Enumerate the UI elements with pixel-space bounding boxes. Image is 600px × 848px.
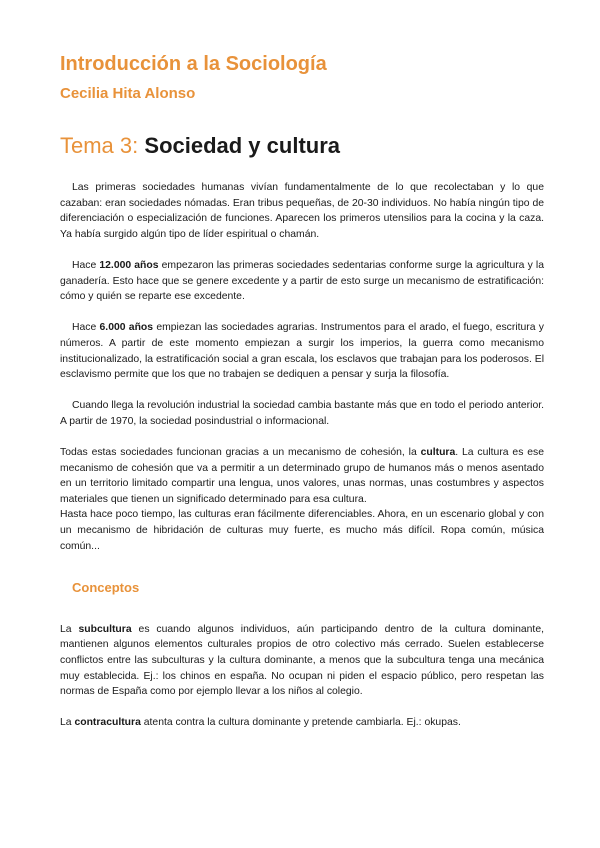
paragraph-hunter-gatherers: Las primeras sociedades humanas vivían fundamentalmente de lo que recolectaban y lo que cazaban: eran sociedades nómadas. Eran tribus pequeñas, de 20-30 individuos. No había ningún tipo de diferenciación o especialización de funciones. Aparecen los primeros utensilios para la cocina y la caza. Ya había surgido algún tipo de líder espiritual o chamán. <box>60 182 544 240</box>
paragraph-culture <box>60 445 544 507</box>
paragraph-text: es cuando algunos individuos, aún participando dentro de la cultura dominante, mantienen algunos elementos culturales propios de otro colectivo más cerrado. Suelen establecerse conflictos entre las subculturas y la cultura dominante, a menos que la subcultura tenga una mecánica muy establecida. Ej.: los chinos en españa. No ocupan ni piden el espacio público, pero respetan las normas de España como por ejemplo llevar a los niños al colegio. <box>60 623 544 698</box>
emphasis-years: 12.000 años <box>99 259 159 271</box>
course-title: Introducción a la Sociología <box>60 53 327 75</box>
paragraph-text: La <box>60 623 79 635</box>
topic-name: Sociedad y cultura <box>144 133 341 158</box>
paragraph-text: La <box>60 717 75 729</box>
paragraph-text: Hace <box>72 259 100 271</box>
paragraph-text: empezaron las primeras sociedades sedentarias conforme surge la agricultura y la ganadería. Esto hace que se genere excedente y a partir de esto surge un mecanismo de estratificación: cómo y quién se reparte ese excedente. <box>60 259 544 303</box>
paragraph-counterculture <box>60 715 544 731</box>
paragraph-text: atenta contra la cultura dominante y pretende cambiarla. Ej.: okupas. <box>140 717 461 729</box>
paragraph-agrarian <box>60 320 544 382</box>
topic-number: Tema 3: <box>60 133 139 158</box>
paragraph-globalization: Hasta hace poco tiempo, las culturas eran fácilmente diferenciables. Ahora, en un escenario global y con un mecanismo de hibridación de culturas muy fuerte, es mucho más difícil. Ropa común, música común... <box>60 509 544 552</box>
paragraph-text: Hace <box>72 322 100 334</box>
emphasis-years: 6.000 años <box>99 322 154 334</box>
emphasis-cultura: cultura <box>420 447 456 459</box>
paragraph-industrial: Cuando llega la revolución industrial la sociedad cambia bastante más que en todo el periodo anterior. A partir de 1970, la sociedad posindustrial o informacional. <box>60 400 544 427</box>
paragraph-sedentary <box>60 258 544 305</box>
paragraph-text: Todas estas sociedades funcionan gracias a un mecanismo de cohesión, la <box>60 447 421 459</box>
paragraph-text: empiezan las sociedades agrarias. Instrumentos para el arado, el fuego, escritura y números. A partir de este momento empiezan a surgir los imperios, la guerra como mecanismo institucionalizado, la estratificación social a gran escala, los esclavos que trabajan para los poderosos. El esclavismo permite que los que no trabajen se dediquen a pensar y surja la filosofía. <box>60 322 544 381</box>
term-contracultura: contracultura <box>74 717 141 729</box>
paragraph-text: . La cultura es ese mecanismo de cohesión que va a permitir a un determinado grupo de humanos más o menos asentado en un territorio limitado compartir una lengua, unos valores, unas normas, unas costumbres y aspectos materiales que tienen un significado determinado para esa cultura. <box>60 447 544 505</box>
term-subcultura: subcultura <box>78 623 132 635</box>
paragraph-subculture <box>60 622 544 700</box>
author-name: Cecilia Hita Alonso <box>60 85 196 102</box>
section-heading-concepts: Conceptos <box>72 580 140 596</box>
topic-heading <box>60 133 340 159</box>
document-body <box>60 180 544 747</box>
